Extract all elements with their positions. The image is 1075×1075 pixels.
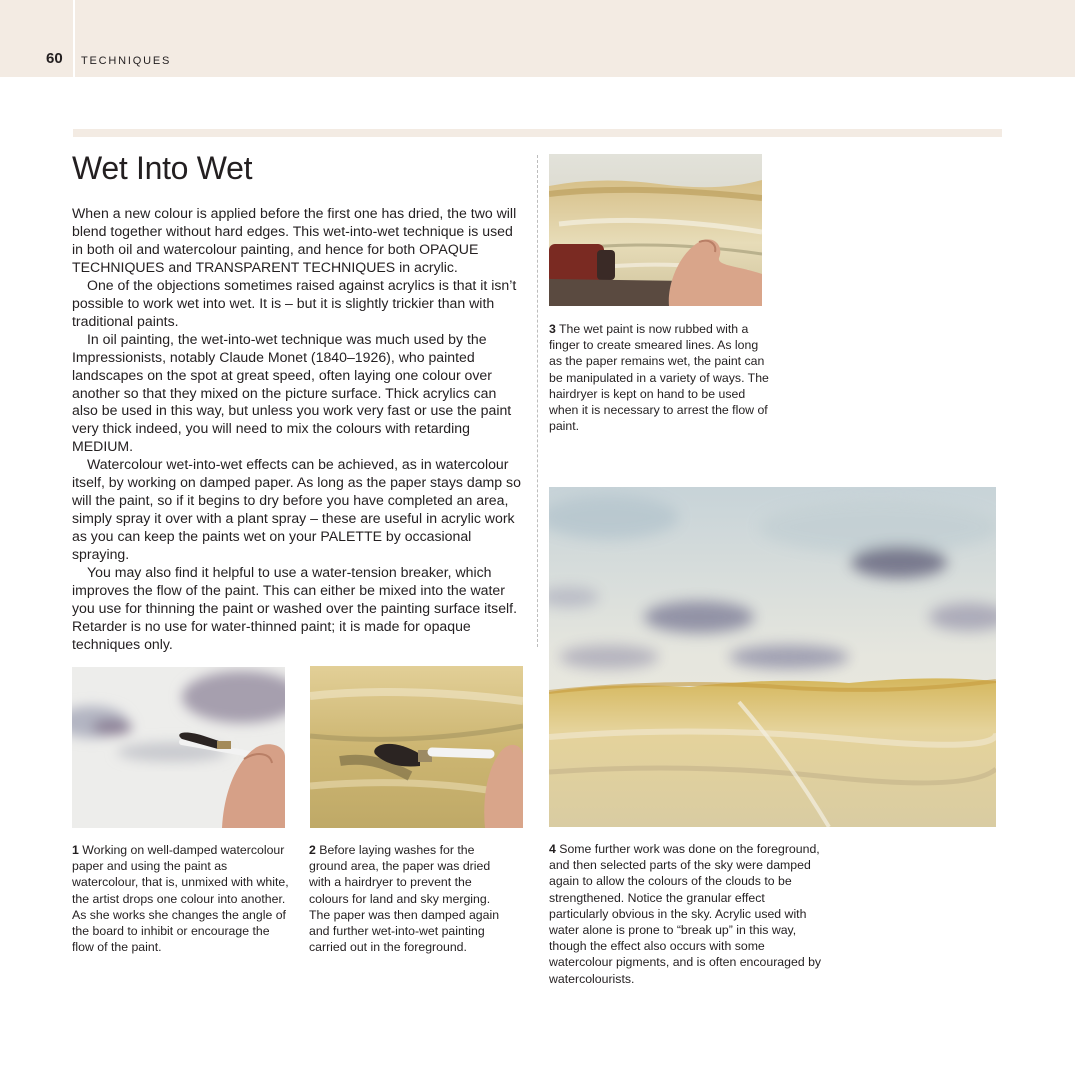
body-paragraph: You may also find it helpful to use a water-tension breaker, which improves the flow of the paint. This can either be mixed into the water you use for thinning the paint or washed over the painting surface itself. Retarder is no use for water-thinned paint; it is made for opaque techniques only. <box>72 564 518 652</box>
figure-number: 4 <box>549 842 556 856</box>
column-divider <box>537 155 538 647</box>
body-paragraph: Watercolour wet-into-wet effects can be achieved, as in watercolour itself, by working on damped paper. As long as the paper stays damp so will the paint, so if it begins to dry before you have completed an area, simply spray it over with a plant spray – these are useful in acrylic work as you can keep the paints wet on your PALETTE by occasional spraying. <box>72 456 521 563</box>
figure-2-photo <box>310 666 523 828</box>
figure-number: 3 <box>549 322 556 336</box>
figure-1-caption <box>72 842 292 955</box>
figure-3-caption <box>549 321 769 434</box>
caption-text: Some further work was done on the foreground, and then selected parts of the sky were damped again to allow the colours of the clouds to be strengthened. Notice the granular effect particularly obvious in the sky. Acrylic used with water alone is prone to “break up” in this way, though the effect also occurs with some watercolour pigments, and is often encouraged by watercolourists. <box>549 842 822 986</box>
body-paragraph: In oil painting, the wet-into-wet technique was much used by the Impressionists, notably Claude Monet (1840–1926), who painted landscapes on the spot at great speed, often laying one colour over another so that they mixed on the picture surface. Thick acrylics can also be used in this way, but unless you work very fast or use the paint very thick indeed, you will need to mix the colours with retarding MEDIUM. <box>72 330 512 455</box>
article-title: Wet Into Wet <box>72 150 253 186</box>
article-body <box>72 205 522 654</box>
caption-text: The wet paint is now rubbed with a finger to create smeared lines. As long as the paper remains wet, the paint can be manipulated in a variety of ways. The hairdryer is kept on hand to be used when it is necessary to arrest the flow of paint. <box>549 322 769 434</box>
body-paragraph: One of the objections sometimes raised against acrylics is that it isn’t possible to work wet into wet. It is – but it is slightly trickier than with traditional paints. <box>72 276 517 329</box>
page-header <box>0 0 1075 77</box>
caption-text: Working on well-damped watercolour paper and using the paint as watercolour, that is, unmixed with white, the artist drops one colour into another. As she works she changes the angle of the board to inhibit or encourage the flow of the paint. <box>72 843 289 955</box>
caption-text: Before laying washes for the ground area, the paper was dried with a hairdryer to prevent the colours for land and sky merging. The paper was then damped again and further wet-into-wet painting carried out in the foreground. <box>309 843 500 955</box>
figure-4-caption <box>549 841 824 987</box>
figure-2-caption <box>309 842 514 955</box>
section-label: TECHNIQUES <box>81 55 172 67</box>
header-divider <box>73 0 75 77</box>
figure-number: 1 <box>72 843 79 857</box>
page-number: 60 <box>46 50 63 67</box>
figure-3-photo <box>549 154 762 306</box>
body-paragraph: When a new colour is applied before the first one has dried, the two will blend together without hard edges. This wet-into-wet technique is used in both oil and watercolour painting, and hence for both OPAQUE TECHNIQUES and TRANSPARENT TECHNIQUES in acrylic. <box>72 205 517 275</box>
figure-1-photo <box>72 667 285 828</box>
title-rule <box>73 129 1002 137</box>
figure-4-photo <box>549 487 996 827</box>
figure-number: 2 <box>309 843 316 857</box>
